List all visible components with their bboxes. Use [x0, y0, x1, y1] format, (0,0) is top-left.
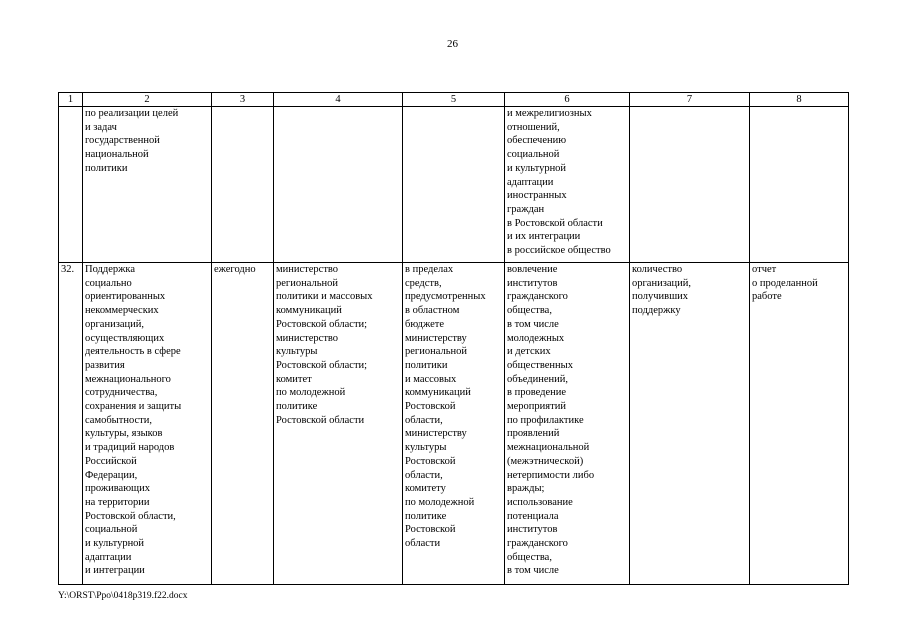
- cell-text-line: предусмотренных: [405, 291, 486, 303]
- cell-text-line: Ростовской: [405, 524, 456, 536]
- cell-text-line: деятельность в сфере: [85, 346, 181, 358]
- table-row-32: [59, 263, 849, 585]
- cell-text-line: иностранных: [507, 190, 567, 202]
- cell-text-line: и культурной: [507, 162, 567, 174]
- cell-text-line: бюджете: [405, 318, 445, 330]
- cell-text-line: о проделанной: [752, 277, 818, 289]
- cell-text-line: мероприятий: [507, 401, 566, 413]
- cell-text-line: молодежных: [507, 332, 565, 344]
- cell-text-line: сохранения и защиты: [85, 401, 182, 413]
- cell-text-line: самобытности,: [85, 414, 152, 426]
- column-header: 7: [630, 93, 750, 107]
- cell-text-line: адаптации: [85, 551, 132, 563]
- cell-text-line: сотрудничества,: [85, 387, 158, 399]
- cell-text-line: развития: [85, 359, 125, 371]
- result-cell: [505, 263, 630, 585]
- cell-text-line: вражды;: [507, 483, 545, 495]
- cell-text-line: количество: [632, 264, 683, 275]
- cell-text-line: политики: [85, 162, 128, 174]
- cell-text-line: вовлечение: [507, 264, 558, 275]
- cell-text-line: проживающих: [85, 483, 151, 495]
- cell-text-line: культуры, языков: [85, 428, 163, 440]
- cell-text-line: и их интеграции: [507, 231, 581, 243]
- cell-text-line: политике: [405, 510, 447, 522]
- cell-text-line: получивших: [632, 291, 689, 303]
- executors-cell: [274, 263, 403, 585]
- cell-text-line: социальной: [507, 149, 560, 161]
- cell-text-line: национальной: [85, 149, 149, 161]
- cell-text-line: Ростовской: [405, 455, 456, 467]
- cell-text-line: организаций,: [632, 277, 691, 289]
- cell-text-line: в том числе: [507, 565, 559, 577]
- table-cell: [59, 107, 83, 263]
- cell-text-line: институтов: [507, 524, 558, 536]
- cell-text-line: общественных: [507, 359, 573, 371]
- column-header: 8: [750, 93, 849, 107]
- cell-text-line: гражданского: [507, 291, 568, 303]
- table-cell: [212, 107, 274, 263]
- table-cell: [750, 107, 849, 263]
- indicator-cell: [630, 263, 750, 585]
- cell-text-line: в российское общество: [507, 245, 611, 257]
- cell-text-line: в областном: [405, 305, 460, 317]
- cell-text-line: Ростовской области: [276, 414, 365, 426]
- cell-text-line: по реализации целей: [85, 108, 179, 119]
- column-header: 2: [83, 93, 212, 107]
- table-cell: [403, 107, 505, 263]
- cell-text-line: культуры: [405, 442, 447, 454]
- cell-text-line: и межрелигиозных: [507, 108, 592, 119]
- cell-text-line: в проведение: [507, 387, 567, 399]
- cell-text-line: работе: [752, 291, 782, 303]
- cell-text-line: комитету: [405, 483, 446, 495]
- cell-text-line: в Ростовской области: [507, 217, 603, 229]
- cell-text-line: политики: [405, 359, 448, 371]
- cell-text-line: Ростовской области,: [85, 510, 176, 522]
- cell-text-line: в пределах: [405, 264, 454, 275]
- cell-text-line: политики и массовых: [276, 291, 373, 303]
- cell-text-line: Ростовской области;: [276, 318, 368, 330]
- cell-text-line: гражданского: [507, 538, 568, 550]
- cell-text-line: коммуникаций: [276, 305, 342, 317]
- cell-text-line: по профилактике: [507, 414, 584, 426]
- cell-text-line: области,: [405, 414, 443, 426]
- cell-text-line: региональной: [276, 277, 338, 289]
- cell-text-line: министерство: [276, 264, 339, 275]
- cell-text-line: некоммерческих: [85, 305, 159, 317]
- cell-text-line: использование: [507, 496, 573, 508]
- cell-text-line: Поддержка: [85, 264, 135, 275]
- funding-cell: [403, 263, 505, 585]
- report-cell: [750, 263, 849, 585]
- column-number-row: [59, 93, 849, 107]
- row-number: 32.: [59, 263, 83, 585]
- cell-text-line: и традиций народов: [85, 442, 175, 454]
- cell-text-line: потенциала: [507, 510, 559, 522]
- cell-text-line: политике: [276, 401, 318, 413]
- cell-text-line: объединений,: [507, 373, 569, 385]
- cell-text-line: министерству: [405, 332, 467, 344]
- cell-text-line: региональной: [405, 346, 467, 358]
- cell-text-line: отчет: [752, 264, 777, 275]
- table-cell: [505, 107, 630, 263]
- cell-text-line: межнационального: [85, 373, 171, 385]
- cell-text-line: социально: [85, 277, 132, 289]
- cell-text-line: Ростовской области;: [276, 359, 368, 371]
- cell-text-line: (межэтнической): [507, 455, 584, 467]
- cell-text-line: комитет: [276, 373, 312, 385]
- column-header: 1: [59, 93, 83, 107]
- page-number: 26: [447, 38, 458, 50]
- cell-text-line: Федерации,: [85, 469, 138, 481]
- cell-text-line: Российской: [85, 455, 137, 467]
- table-cell: [274, 107, 403, 263]
- file-path-footer: Y:\ORST\Ppo\0418p319.f22.docx: [58, 591, 188, 601]
- column-header: 5: [403, 93, 505, 107]
- cell-text-line: проявлений: [507, 428, 560, 440]
- cell-text-line: и детских: [507, 346, 551, 358]
- cell-text-line: и массовых: [405, 373, 457, 385]
- measure-cell: [83, 263, 212, 585]
- table-cell: [630, 107, 750, 263]
- table-row-continuation: [59, 107, 849, 263]
- cell-text-line: по молодежной: [405, 496, 475, 508]
- cell-text-line: нетерпимости либо: [507, 469, 595, 481]
- measures-table: [58, 92, 849, 585]
- cell-text-line: ориентированных: [85, 291, 166, 303]
- cell-text-line: и культурной: [85, 538, 145, 550]
- cell-text-line: и задач: [85, 121, 117, 133]
- cell-text-line: общества,: [507, 305, 552, 317]
- cell-text-line: осуществляющих: [85, 332, 165, 344]
- table-cell: [83, 107, 212, 263]
- cell-text-line: области: [405, 538, 441, 550]
- cell-text-line: организаций,: [85, 318, 144, 330]
- period-cell: [212, 263, 274, 585]
- cell-text-line: поддержку: [632, 305, 681, 317]
- column-header: 6: [505, 93, 630, 107]
- cell-text-line: ежегодно: [214, 264, 256, 275]
- cell-text-line: министерство: [276, 332, 339, 344]
- cell-text-line: общества,: [507, 551, 552, 563]
- cell-text-line: по молодежной: [276, 387, 346, 399]
- cell-text-line: средств,: [405, 277, 442, 289]
- cell-text-line: и интеграции: [85, 565, 145, 577]
- cell-text-line: министерству: [405, 428, 467, 440]
- cell-text-line: культуры: [276, 346, 318, 358]
- cell-text-line: обеспечению: [507, 135, 567, 147]
- cell-text-line: государственной: [85, 135, 160, 147]
- cell-text-line: Ростовской: [405, 401, 456, 413]
- cell-text-line: отношений,: [507, 121, 560, 133]
- cell-text-line: в том числе: [507, 318, 559, 330]
- cell-text-line: институтов: [507, 277, 558, 289]
- cell-text-line: социальной: [85, 524, 138, 536]
- cell-text-line: области,: [405, 469, 443, 481]
- cell-text-line: коммуникаций: [405, 387, 471, 399]
- cell-text-line: граждан: [507, 203, 545, 215]
- cell-text-line: межнациональной: [507, 442, 590, 454]
- cell-text-line: на территории: [85, 496, 150, 508]
- column-header: 4: [274, 93, 403, 107]
- column-header: 3: [212, 93, 274, 107]
- cell-text-line: адаптации: [507, 176, 554, 188]
